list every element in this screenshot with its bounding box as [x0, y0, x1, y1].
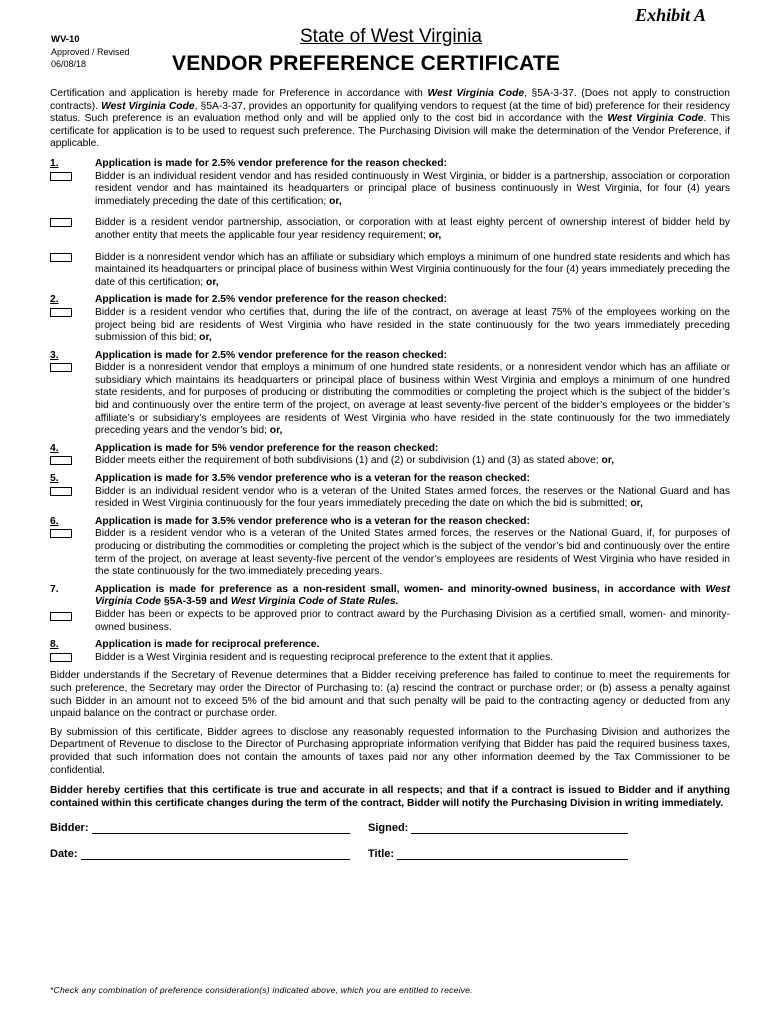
section-2	[50, 294, 730, 344]
option-text: Bidder is a resident vendor partnership, association, or corporation with at least eighty percent of ownership interest of bidder held by another entity that meets the applicable four year residency requirement;	[95, 217, 730, 241]
title-field[interactable]	[397, 848, 628, 860]
option-tail: or,	[206, 276, 219, 288]
preference-checkbox[interactable]	[50, 172, 72, 181]
preference-checkbox[interactable]	[50, 456, 72, 465]
intro-text: . This certificate for application is to be used to request such preference. The Purchasing Division will make the determination of the Vendor Preference, if applicable.	[50, 113, 730, 150]
intro-code-ref: West Virginia Code	[607, 113, 704, 125]
section-number: 7.	[50, 583, 59, 595]
section-3	[50, 350, 730, 438]
preference-checkbox[interactable]	[50, 653, 72, 662]
option-tail: or,	[269, 425, 283, 437]
section-heading: Application is made for 2.5% vendor preference for the reason checked:	[95, 294, 447, 306]
option-2	[95, 307, 730, 345]
heading-code-ref: West Virginia Code	[95, 583, 730, 608]
disclosure-paragraph: By submission of this certificate, Bidder agrees to disclose any reasonably requested information to the Purchasing Division and authorizes the Department of Revenue to disclose to the Director of Purchasing appropriate information verifying that Bidder has paid the required business taxes, provided that such information does not contain the amounts of taxes paid nor any other information deemed by the Tax Commissioner to be confidential.	[50, 726, 730, 776]
section-1	[50, 158, 730, 289]
footnote: *Check any combination of preference consideration(s) indicated above, which you are entitled to receive.	[50, 985, 473, 995]
bidder-label: Bidder:	[50, 822, 89, 835]
section-5	[50, 473, 730, 511]
heading-text: Application is made for preference as a non-resident small, women- and minority-owned business, in accordance with	[95, 583, 706, 595]
intro-code-ref: West Virginia Code	[101, 100, 195, 112]
option-text: Bidder is a West Virginia resident and is requesting reciprocal preference to the extent that it applies.	[95, 651, 554, 663]
penalty-paragraph: Bidder understands if the Secretary of Revenue determines that a Bidder receiving preference has failed to continue to meet the requirements for such preference, the Secretary may order the Director of Purchasing to: (a) rescind the contract or purchase order; or (b) assess a penalty against such Bidder in an amount not to exceed 5% of the bid amount and that such penalty will be paid to the contracting agency or deducted from any unpaid balance on the contract or purchase order.	[50, 670, 730, 720]
section-number: 1.	[50, 157, 59, 169]
signature-row-1	[50, 822, 730, 836]
option-text: Bidder meets either the requirement of both subdivisions (1) and (2) or subdivision (1) and (3) as stated above;	[95, 455, 602, 467]
section-number: 5.	[50, 473, 59, 485]
preference-checkbox[interactable]	[50, 487, 72, 496]
exhibit-label: Exhibit A	[635, 5, 706, 25]
section-number: 2.	[50, 294, 59, 306]
option-4	[95, 455, 730, 468]
preference-checkbox[interactable]	[50, 253, 72, 262]
section-heading: Application is made for 3.5% vendor preference who is a veteran for the reason checked:	[95, 473, 530, 485]
section-4	[50, 443, 730, 468]
option-6	[95, 528, 730, 578]
section-number: 3.	[50, 349, 59, 361]
option-1c	[95, 252, 730, 290]
option-3	[95, 362, 730, 438]
section-number: 6.	[50, 515, 59, 527]
heading-text: §5A-3-59 and	[161, 596, 231, 608]
option-text: Bidder is a nonresident vendor that employs a minimum of one hundred state residents, or a nonresident vendor which has an affiliate or subsidiary which maintains its headquarters or principal place of business within West Virginia and employs a minimum of one hundred state residents, and for purposes of producing or distributing the commodities or completing the project which is the subject of the bidder’s bid and continuously over the entire term of the project, on average at least seventy-five percent of the bidder’s employees or the bidder’s affiliate’s or subsidiary’s employees are residents of West Virginia who have resided in the state continuously for the two immediately preceding years and the vendor’s bid;	[95, 362, 730, 437]
option-text: Bidder is a resident vendor who certifies that, during the life of the contract, on average at least 75% of the employees working on the project being bid are residents of West Virginia who have resided in the state continuously for the two years immediately preceding submission of this bid;	[95, 306, 730, 344]
option-text: Bidder has been or expects to be approved prior to contract award by the Purchasing Division as a certified small, women- and minority-owned business.	[95, 608, 730, 633]
date-field[interactable]	[81, 848, 350, 860]
preference-checkbox[interactable]	[50, 612, 72, 621]
section-number: 8.	[50, 639, 59, 651]
intro-text: Certification and application is hereby made for Preference in accordance with	[50, 88, 428, 99]
preference-checkbox[interactable]	[50, 363, 72, 372]
option-tail: or,	[428, 229, 442, 241]
intro-text: , §5A-3-37. (Does not apply to construction contracts).	[50, 88, 730, 112]
option-tail: or,	[199, 332, 212, 344]
section-heading: Application is made for 5% vendor preference for the reason checked:	[95, 442, 439, 454]
intro-text: , §5A-3-37, provides an opportunity for qualifying vendors to request (at the time of bid) preference for their residency status. Such preference is an evaluation method only and will be applied only to the cost bid in accordance with the	[50, 100, 730, 125]
form-meta	[51, 34, 130, 70]
certification-statement: Bidder hereby certifies that this certificate is true and accurate in all respects; and that if a contract is issued to Bidder and if anything contained within this certificate changes during the term of the contract, Bidder will notify the Purchasing Division in writing immediately.	[50, 785, 730, 809]
preference-checkbox[interactable]	[50, 308, 72, 317]
preference-checkbox[interactable]	[50, 218, 72, 227]
section-7	[50, 584, 730, 634]
bidder-field[interactable]	[92, 822, 351, 834]
section-6	[50, 516, 730, 579]
preference-checkbox[interactable]	[50, 529, 72, 538]
form-date: 06/08/18	[51, 59, 87, 69]
option-tail: or,	[329, 195, 342, 207]
option-5	[95, 486, 730, 511]
intro-paragraph	[50, 88, 730, 151]
option-tail: or,	[630, 498, 643, 510]
section-heading: Application is made for 2.5% vendor preference for the reason checked:	[95, 157, 447, 169]
option-text: Bidder is an individual resident vendor and has resided continuously in West Virginia, or bidder is a partnership, association or corporation resident vendor and has maintained its headquarters or principal place of business continuously in West Virginia, for four (4) years immediately preceding the date of this certification;	[95, 170, 730, 207]
option-tail: or,	[601, 455, 615, 467]
option-text: Bidder is an individual resident vendor who is a veteran of the United States armed forces, the reserves or the National Guard and has resided in West Virginia continuously for the four years immediately preceding the date on which the bid is submitted;	[95, 485, 730, 510]
section-8	[50, 639, 730, 664]
heading-code-ref: West Virginia Code of State Rules.	[230, 596, 399, 608]
section-number: 4.	[50, 442, 59, 454]
option-1a	[95, 171, 730, 209]
option-text: Bidder is a resident vendor who is a veteran of the United States armed forces, the reserves or the National Guard, if, for purposes of producing or distributing the commodities or completing the project which is the subject of the vendor’s bid and continuously over the entire term of the project, on average at least seventy-five percent of the vendor’s employees are residents of West Virginia who have resided in the state continuously for the two immediately preceding years.	[95, 528, 730, 578]
signed-label: Signed:	[368, 822, 409, 835]
state-title: State of West Virginia	[300, 26, 483, 47]
intro-code-ref: West Virginia Code	[427, 88, 525, 99]
option-8	[95, 652, 730, 665]
section-heading: Application is made for 3.5% vendor preference who is a veteran for the reason checked:	[95, 515, 530, 527]
section-heading: Application is made for 2.5% vendor preference for the reason checked:	[95, 349, 447, 361]
option-7	[95, 609, 730, 634]
signed-field[interactable]	[411, 822, 628, 834]
form-status: Approved / Revised	[51, 47, 130, 57]
signature-row-2	[50, 848, 730, 862]
date-label: Date:	[50, 848, 78, 861]
option-1b	[95, 217, 730, 242]
section-heading	[95, 584, 730, 609]
section-heading: Application is made for reciprocal preference.	[95, 639, 320, 651]
certificate-body	[50, 88, 730, 862]
form-code: WV-10	[51, 34, 80, 45]
title-label: Title:	[368, 848, 395, 861]
option-text: Bidder is a nonresident vendor which has an affiliate or subsidiary which employs a minimum of one hundred state residents and which has maintained its headquarters or principal place of business within West Virginia continuously for the four (4) years immediately preceding the date of this certification;	[95, 251, 730, 288]
page-title: VENDOR PREFERENCE CERTIFICATE	[172, 52, 561, 75]
